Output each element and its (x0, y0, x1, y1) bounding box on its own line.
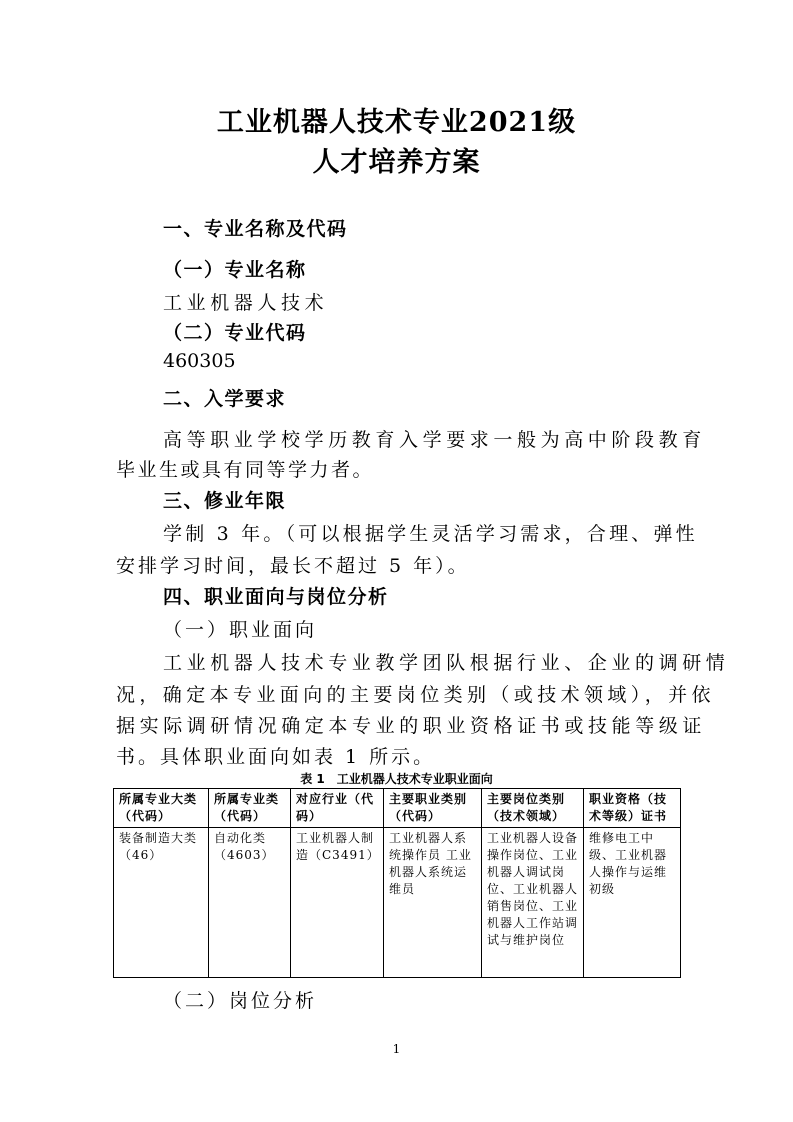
admission-text-line2: 毕业生或具有同等学力者。 (116, 459, 375, 481)
table-cell: 装备制造大类（46） (114, 828, 209, 978)
subsection-heading-code: （二）专业代码 (163, 322, 307, 344)
table-header-cell: 所属专业类（代码） (209, 789, 291, 828)
section-heading-3: 三、修业年限 (163, 490, 287, 512)
subsection-heading-occupation: （一）职业面向 (163, 619, 318, 641)
table-header-cell: 对应行业（代码） (291, 789, 384, 828)
subsection-heading-position: （二）岗位分析 (163, 990, 318, 1012)
occupation-text-line4: 书。具体职业面向如表 1 所示。 (116, 746, 436, 768)
table-header-cell: 所属专业大类（代码） (114, 789, 209, 828)
occupation-text-line2: 况，确定本专业面向的主要岗位类别（或技术领域），并依 (116, 684, 715, 706)
table-caption: 表 1 工业机器人技术专业职业面向 (300, 772, 493, 786)
table-cell: 维修电工中级、工业机器人操作与运维初级 (584, 828, 681, 978)
occupation-table (113, 788, 681, 978)
occupation-text-line1: 工业机器人技术专业教学团队根据行业、企业的调研情 (163, 652, 730, 674)
major-code-text: 460305 (163, 350, 236, 372)
duration-text-line1: 学制 3 年。（可以根据学生灵活学习需求，合理、弹性 (163, 523, 698, 545)
table-header-row (114, 789, 681, 828)
occupation-text-line3: 据实际调研情况确定本专业的职业资格证书或技能等级证 (116, 715, 707, 737)
admission-text-line1: 高等职业学校学历教育入学要求一般为高中阶段教育 (163, 429, 706, 451)
duration-text-line2: 安排学习时间，最长不超过 5 年）。 (116, 555, 470, 577)
table-cell: 自动化类（4603） (209, 828, 291, 978)
table-cell: 工业机器人制造（C3491） (291, 828, 384, 978)
document-title-line2: 人才培养方案 (312, 147, 481, 178)
table-header-cell: 主要岗位类别（技术领域） (482, 789, 584, 828)
table-row (114, 828, 681, 978)
page-number: 1 (392, 1042, 401, 1056)
section-heading-1: 一、专业名称及代码 (163, 218, 348, 240)
table-cell: 工业机器人设备操作岗位、工业机器人调试岗位、工业机器人销售岗位、工业机器人工作站调试与维护岗位 (482, 828, 584, 978)
major-name-text: 工业机器人技术 (163, 292, 329, 314)
section-heading-2: 二、入学要求 (163, 388, 287, 410)
subsection-heading-name: （一）专业名称 (163, 259, 307, 281)
table-header-cell: 职业资格（技术等级）证书 (584, 789, 681, 828)
table-cell: 工业机器人系统操作员 工业机器人系统运维员 (384, 828, 482, 978)
table-header-cell: 主要职业类别（代码） (384, 789, 482, 828)
document-title-line1: 工业机器人技术专业2021级 (216, 107, 577, 138)
section-heading-4: 四、职业面向与岗位分析 (163, 586, 389, 608)
